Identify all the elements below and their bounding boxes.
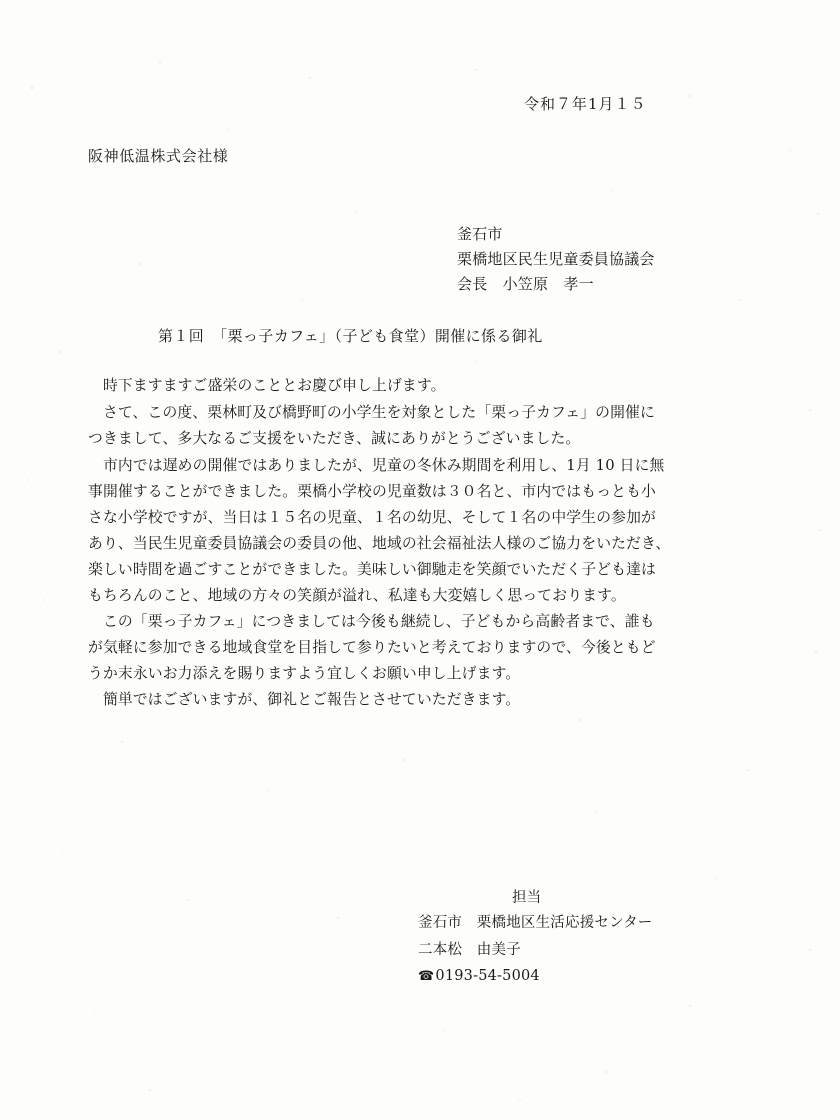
contact-role: 担当 xyxy=(512,890,542,906)
sender-city: 釜石市 xyxy=(457,225,503,243)
body-line: が気軽に参加できる地域食堂を目指して参りたいと考えておりますので、今後ともど xyxy=(88,639,656,656)
contact-organization: 釜石市 栗橋地区生活応援センター xyxy=(418,915,653,931)
contact-person: 二本松 由美子 xyxy=(418,942,521,958)
sender-chair: 会長 小笠原 孝一 xyxy=(457,275,594,293)
addressee: 阪神低温株式会社様 xyxy=(88,147,229,165)
body-line: 簡単ではございますが、御礼とご報告とさせていただきます。 xyxy=(88,691,521,708)
body-line: うか末永いお力添えを賜りますよう宜しくお願い申し上げます。 xyxy=(88,665,521,682)
body-line: この「栗っ子カフェ」につきましては今後も継続し、子どもから高齢者まで、誰も xyxy=(88,613,655,630)
letter-title: 第１回 「栗っ子カフェ」（子ども食堂）開催に係る御礼 xyxy=(158,327,543,345)
body-line: さな小学校ですが、当日は１５名の児童、１名の幼児、そして１名の中学生の参加が xyxy=(88,509,656,526)
body-line: 市内では遅めの開催ではありましたが、児童の冬休み期間を利用し、1月 10 日に無 xyxy=(88,457,665,474)
telephone-icon: ☎ xyxy=(418,969,435,984)
body-line: 時下ますますご盛栄のこととお慶び申し上げます。 xyxy=(88,377,446,394)
body-line: さて、この度、栗林町及び橋野町の小学生を対象とした「栗っ子カフェ」の開催に xyxy=(88,404,655,421)
body-line: あり、当民生児童委員協議会の委員の他、地域の社会福祉法人様のご協力をいただき、 xyxy=(88,535,671,552)
phone-number: 0193-54-5004 xyxy=(435,968,540,984)
body-line: もちろんのこと、地域の方々の笑顔が溢れ、私達も大変嬉しく思っております。 xyxy=(88,587,626,604)
body-line: つきまして、多大なるご支援をいただき、誠にありがとうございました。 xyxy=(88,430,581,447)
letter-date: 令和７年1月１５ xyxy=(524,95,647,113)
sender-organization: 栗橋地区民生児童委員協議会 xyxy=(457,250,655,268)
contact-phone xyxy=(418,966,540,987)
body-line: 事開催することができました。栗橋小学校の児童数は３０名と、市内ではもっとも小 xyxy=(88,483,656,500)
body-line: 楽しい時間を過ごすことができました。美味しい御馳走を笑顔でいただく子ども達は xyxy=(88,561,656,578)
